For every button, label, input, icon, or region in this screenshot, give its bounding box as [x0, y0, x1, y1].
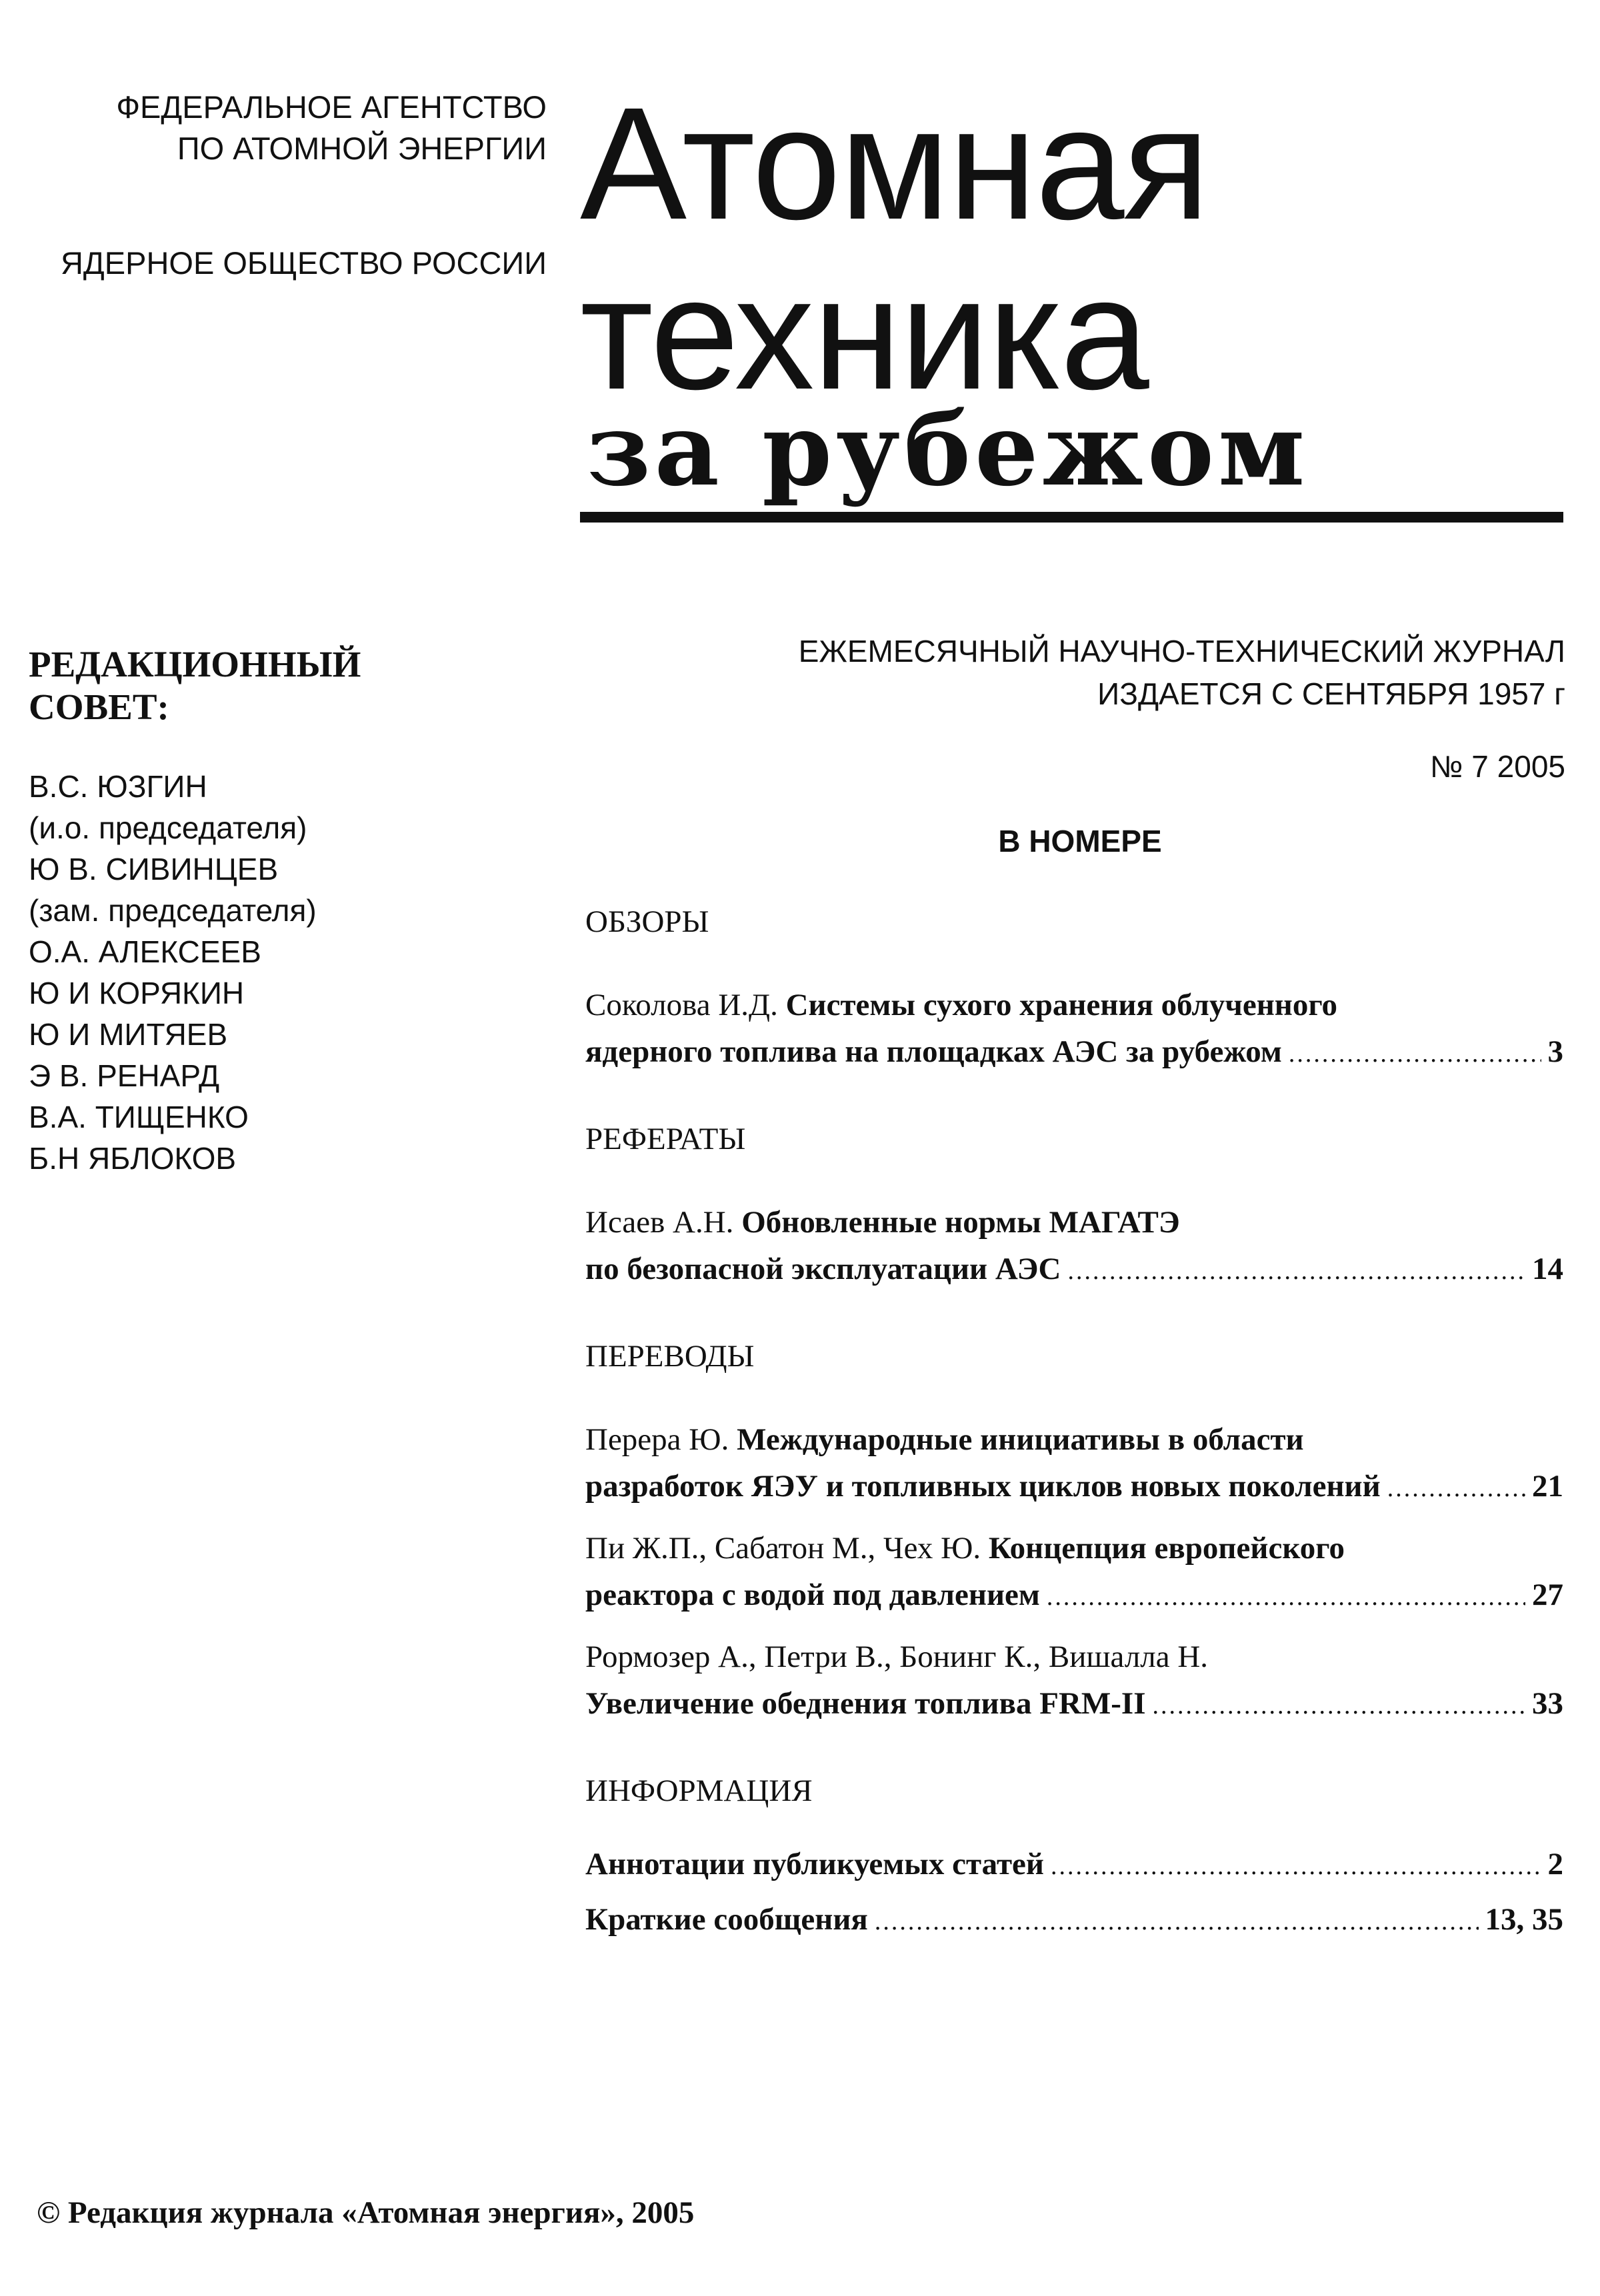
toc-section-information — [585, 1767, 1563, 1945]
board-member: В.А. ТИЩЕНКО — [29, 1100, 249, 1134]
board-member-role: (и.о. председателя) — [29, 810, 307, 845]
toc-section-abstracts — [585, 1116, 1563, 1294]
toc-entry[interactable] — [585, 1896, 1563, 1945]
toc-section-translations — [585, 1333, 1563, 1729]
entry-page: 3 — [1547, 1034, 1563, 1069]
entry-authors: Рормозер А., Петри В., Бонинг К., Вишалла Н. — [585, 1640, 1209, 1674]
entry-page: 13, 35 — [1485, 1902, 1563, 1937]
entry-title: Краткие сообщения — [585, 1902, 868, 1937]
publisher-block — [53, 87, 547, 284]
publisher-line-2: ПО АТОМНОЙ ЭНЕРГИИ — [177, 131, 547, 166]
entry-page: 2 — [1547, 1847, 1563, 1881]
section-title: ИНФОРМАЦИЯ — [585, 1773, 813, 1808]
board-member: В.С. ЮЗГИН — [29, 769, 207, 804]
issue-number: № 7 2005 — [1430, 749, 1565, 784]
section-title: ПЕРЕВОДЫ — [585, 1339, 755, 1374]
copyright-notice: © Редакция журнала «Атомная энергия», 2005 — [37, 2195, 695, 2230]
board-member: О.А. АЛЕКСЕЕВ — [29, 934, 261, 969]
entry-title: Международные инициативы в области — [737, 1422, 1304, 1457]
entry-authors: Соколова И.Д. — [585, 988, 778, 1022]
table-of-contents — [585, 898, 1563, 1951]
editorial-board — [29, 643, 509, 1179]
board-member: Ю В. СИВИНЦЕВ — [29, 852, 279, 886]
publisher-line-3: ЯДЕРНОЕ ОБЩЕСТВО РОССИИ — [60, 245, 547, 281]
logo-rule — [580, 512, 1563, 523]
entry-title: Обновленные нормы МАГАТЭ — [741, 1205, 1180, 1240]
contents-heading: В НОМЕРЕ — [998, 824, 1162, 858]
entry-authors: Пи Ж.П., Сабатон М., Чех Ю. — [585, 1531, 981, 1566]
leader-dots — [1153, 1682, 1525, 1729]
journal-subtitle — [565, 630, 1565, 715]
toc-entry[interactable] — [585, 1416, 1563, 1512]
entry-title: ядерного топлива на площадках АЭС за рубежом — [585, 1034, 1282, 1069]
toc-entry[interactable] — [585, 1841, 1563, 1889]
entry-page: 33 — [1532, 1686, 1563, 1721]
board-title-line-1: РЕДАКЦИОННЫЙ — [29, 644, 361, 684]
leader-dots — [1047, 1574, 1525, 1620]
board-member: Э В. РЕНАРД — [29, 1058, 220, 1093]
entry-page: 27 — [1532, 1578, 1563, 1612]
board-title-line-2: СОВЕТ: — [29, 686, 169, 727]
entry-title: Системы сухого хранения облученного — [785, 988, 1338, 1022]
leader-dots — [1289, 1030, 1541, 1077]
entry-title: Увеличение обеднения топлива FRM-II — [585, 1686, 1146, 1721]
journal-subtitle-line-1: ЕЖЕМЕСЯЧНЫЙ НАУЧНО-ТЕХНИЧЕСКИЙ ЖУРНАЛ — [798, 634, 1565, 668]
entry-title: Концепция европейского — [988, 1531, 1345, 1566]
entry-title: Аннотации публикуемых статей — [585, 1847, 1044, 1881]
board-member: Ю И КОРЯКИН — [29, 976, 245, 1010]
entry-authors: Перера Ю. — [585, 1422, 729, 1457]
board-title — [29, 643, 509, 728]
toc-entry[interactable] — [585, 1199, 1563, 1294]
board-member: Ю И МИТЯЕВ — [29, 1017, 228, 1052]
leader-dots — [875, 1898, 1479, 1945]
section-title: РЕФЕРАТЫ — [585, 1122, 746, 1156]
logo-title-line-2: техника — [580, 244, 1148, 423]
entry-page: 21 — [1532, 1469, 1563, 1504]
leader-dots — [1067, 1248, 1525, 1294]
board-member-list — [29, 766, 509, 1179]
entry-page: 14 — [1532, 1252, 1563, 1286]
logo-title-line-1: Атомная — [580, 74, 1209, 253]
entry-title: разработок ЯЭУ и топливных циклов новых поколений — [585, 1469, 1381, 1504]
journal-subtitle-line-2: ИЗДАЕТСЯ С СЕНТЯБРЯ 1957 г — [1097, 676, 1565, 711]
toc-section-reviews — [585, 898, 1563, 1077]
logo-title-line-3: за рубежом — [587, 391, 1309, 509]
entry-title: реактора с водой под давлением — [585, 1578, 1040, 1612]
toc-entry[interactable] — [585, 1525, 1563, 1620]
entry-title: по безопасной эксплуатации АЭС — [585, 1252, 1061, 1286]
leader-dots — [1387, 1465, 1525, 1512]
board-member: Б.Н ЯБЛОКОВ — [29, 1141, 237, 1176]
toc-entry[interactable] — [585, 982, 1563, 1077]
board-member-role: (зам. председателя) — [29, 893, 317, 928]
leader-dots — [1051, 1843, 1541, 1889]
publisher-line-1: ФЕДЕРАЛЬНОЕ АГЕНТСТВО — [116, 89, 547, 125]
section-title: ОБЗОРЫ — [585, 904, 709, 939]
toc-entry[interactable] — [585, 1634, 1563, 1729]
entry-authors: Исаев А.Н. — [585, 1205, 734, 1240]
